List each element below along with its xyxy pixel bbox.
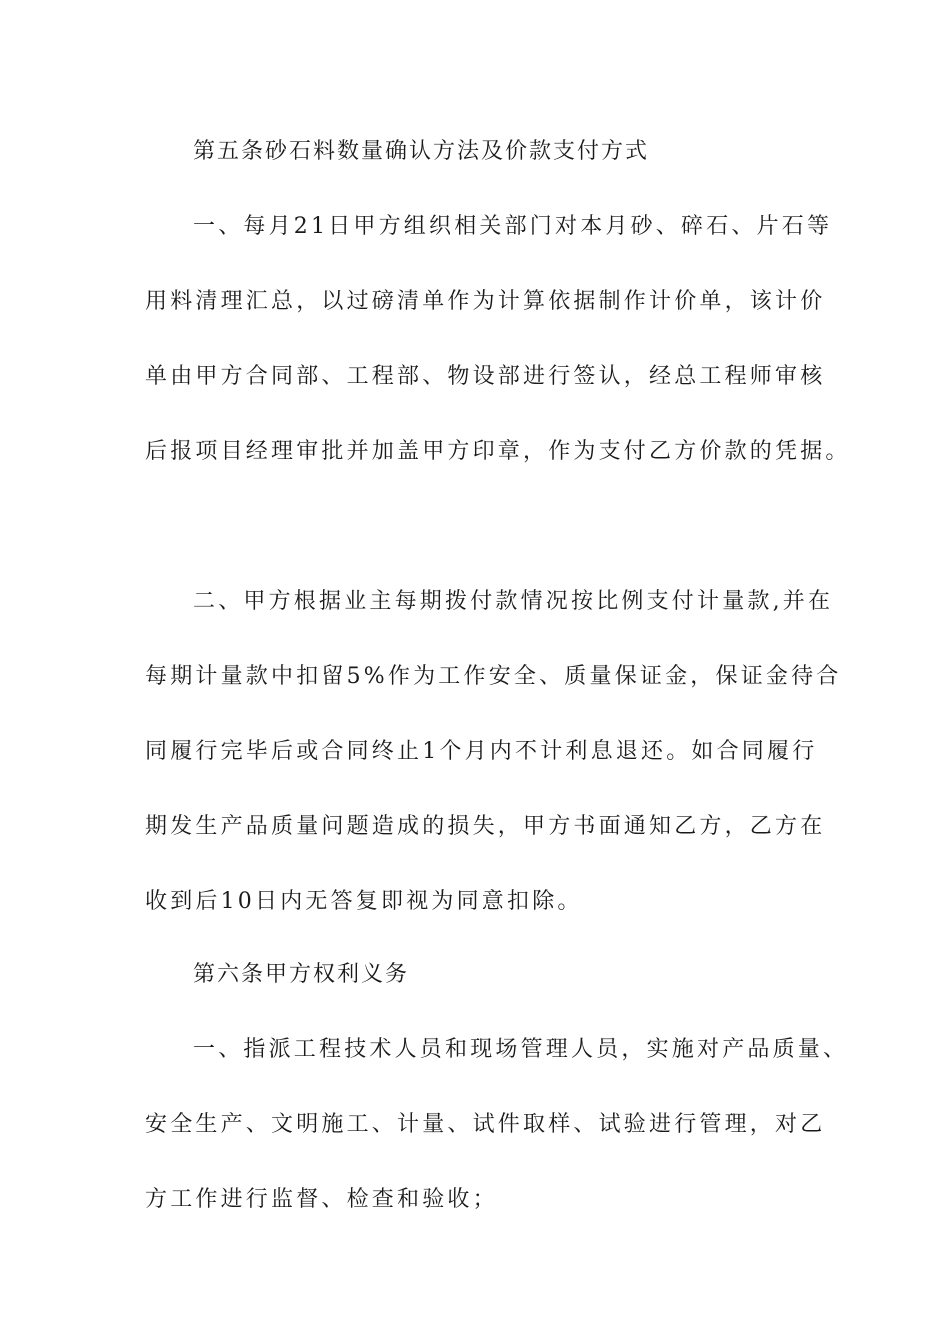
article5-item1-line1: 一、每月21日甲方组织相关部门对本月砂、碎石、片石等	[193, 214, 833, 239]
article5-item2-line5: 收到后10日内无答复即视为同意扣除。	[145, 889, 583, 914]
article5-item1-line3: 单由甲方合同部、工程部、物设部进行签认，经总工程师审核	[145, 364, 826, 389]
article6-item1-line2: 安全生产、文明施工、计量、试件取样、试验进行管理，对乙	[145, 1112, 826, 1137]
article6-item1-line3: 方工作进行监督、检查和验收；	[145, 1187, 498, 1212]
article5-item1-line2: 用料清理汇总，以过磅清单作为计算依据制作计价单，该计价	[145, 289, 826, 314]
article5-item1-line4: 后报项目经理审批并加盖甲方印章，作为支付乙方价款的凭据。	[145, 439, 851, 464]
article6-item1-line1: 一、指派工程技术人员和现场管理人员，实施对产品质量、	[193, 1037, 849, 1062]
article5-item2-line3: 同履行完毕后或合同终止1个月内不计利息退还。如合同履行	[145, 739, 818, 764]
article6-heading: 第六条甲方权利义务	[193, 962, 410, 987]
article5-item2-line4: 期发生产品质量问题造成的损失，甲方书面通知乙方，乙方在	[145, 814, 826, 839]
article5-heading: 第五条砂石料数量确认方法及价款支付方式	[193, 139, 650, 164]
article5-item2-line1: 二、甲方根据业主每期拨付款情况按比例支付计量款,并在	[193, 589, 834, 614]
article5-item2-line2: 每期计量款中扣留5%作为工作安全、质量保证金，保证金待合	[145, 664, 842, 689]
